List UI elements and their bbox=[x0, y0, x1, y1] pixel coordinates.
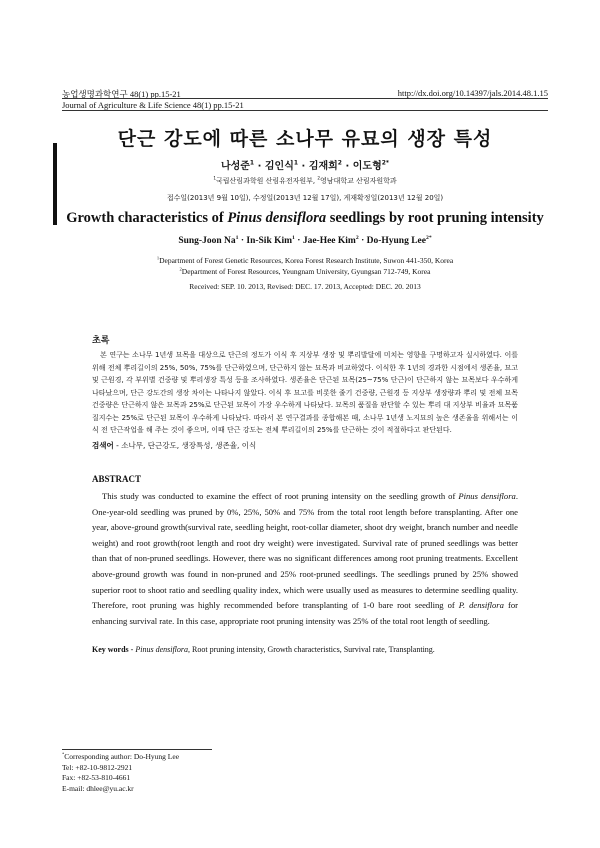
authors-korean bbox=[62, 157, 548, 172]
author-affiliation-mark: 2* bbox=[381, 159, 390, 167]
keywords-text: - 소나무, 단근강도, 생장특성, 생존율, 이식 bbox=[113, 441, 257, 450]
affiliation-text: Department of Forest Genetic Resources, Korea Forest Research Institute, Suwon 441-350, Korea bbox=[159, 256, 454, 265]
keywords-label: Key words bbox=[92, 645, 129, 654]
author-affiliation-mark: 1 bbox=[249, 159, 255, 167]
dates-english: Received: SEP. 10. 2013, Revised: DEC. 17. 2013, Accepted: DEC. 20. 2013 bbox=[189, 282, 421, 291]
fax: Fax: +82-53-810-4661 bbox=[62, 773, 131, 782]
title-text: Growth characteristics of bbox=[66, 210, 228, 226]
footnote-mark: * bbox=[62, 751, 65, 757]
affiliation-mark: 1 bbox=[156, 255, 160, 261]
affiliation-mark: 1 bbox=[213, 175, 217, 181]
keywords-label: 검색어 bbox=[92, 441, 114, 450]
author-name: 나성준 bbox=[220, 161, 250, 172]
title-text: seedlings by root pruning intensity bbox=[326, 210, 544, 226]
author-name: 이도형 bbox=[352, 161, 382, 172]
author-affiliation-mark: 1 bbox=[292, 234, 295, 241]
author-separator: · bbox=[294, 236, 303, 246]
keywords-species: Pinus densiflora bbox=[135, 645, 189, 654]
abstract-english bbox=[92, 489, 518, 629]
author-name: Sung-Joon Na bbox=[178, 236, 236, 246]
journal-name-english: Journal of Agriculture & Life Science 48(1) pp.15-21 bbox=[62, 100, 244, 110]
abstract-species: Pinus densiflora bbox=[458, 491, 516, 501]
author-name: Do-Hyung Lee bbox=[366, 236, 426, 246]
affiliation-text: 영남대학교 산림자원학과 bbox=[320, 177, 397, 185]
author-name: 김재희 bbox=[308, 161, 338, 172]
dates-korean: 접수일(2013년 9월 10일), 수정일(2013년 12월 17일), 게재확정일(2013년 12월 20일) bbox=[166, 194, 444, 202]
footnote-divider bbox=[62, 749, 212, 750]
authors-english bbox=[62, 236, 548, 246]
author-separator: · bbox=[341, 161, 353, 172]
author-affiliation-mark: 1 bbox=[293, 159, 299, 167]
corresponding-author bbox=[62, 752, 179, 763]
abstract-species: P. densiflora bbox=[458, 600, 504, 611]
header-divider-bottom bbox=[62, 110, 548, 111]
keywords-dash: - bbox=[128, 645, 136, 654]
abstract-text: . One-year-old seedling was pruned by 0%, 25%, 50% and 75% from the total root length before transplanting. After one year, above-ground growth(survival rate, seedling height, root-collar diameter, shoot dry weight, branch number and needle weight) and root growth(root length and root dry weight) were investigated. Survival rate of pruned seedlings was better than that of non-pruned seedlings. However, there was no significant differences among root pruning treatments. Excellent above-ground growth was found in non-pruned and 25% root-pruned seedlings. The seedlings pruned by 25% showed superior root to shoot ratio and seedling quality index, which were usually used as measures to determine seedling quality. Therefore, root pruning was highly recommended before transplanting of 1-0 bare root seedling of bbox=[92, 491, 518, 611]
header-divider bbox=[62, 98, 548, 99]
doi-link[interactable]: http://dx.doi.org/10.14397/jals.2014.48.1.15 bbox=[397, 88, 548, 98]
abstract-heading-korean: 초록 bbox=[92, 336, 110, 346]
abstract-korean: 본 연구는 소나무 1년생 묘목을 대상으로 단근의 정도가 이식 후 지상부 생장 및 뿌리발달에 미치는 영향을 구명하고자 실시하였다. 이를 위해 전체 뿌리길이의 25%, 50%, 75%를 단근하였으며, 단근하지 않는 묘목과 비교하였다. 이식한 후 1년의 경과한 시점에서 생존율, 묘고 및 근원경, 각 부위별 건중량 및 뿌리생장 특성 등을 조사하였다. 생존율은 단근된 묘목(25~75% 단근)이 단근하지 않는 묘목보다 우수하게 나타났으며, 단근 강도간의 생장 차이는 나타나지 않았다. 이식 후 묘고를 비롯한 줄기 건중량, 근원경 등 지상부 생장량과 뿌리 및 전체 묘목 건중량은 단근하지 않은 묘목과 25%로 단근된 묘목이 가장 우수하게 나타났다. 묘목의 품질을 판단할 수 있는 뿌리 대 지상부 비율과 묘목품질지수는 25%로 단근된 묘목이 우수하게 나타났다. 따라서 본 연구결과를 종합해본 때, 소나무 1년생 노지묘의 높은 생존율을 위해서는 이식 전 단근작업을 해 주는 것이 좋으며, 이때 단근 강도는 전체 뿌리길이의 25%를 단근하는 것이 적절하다고 판단된다. bbox=[92, 351, 518, 434]
footnote bbox=[62, 752, 179, 794]
affiliation-english-1 bbox=[62, 256, 548, 265]
side-marker-bar bbox=[53, 143, 57, 225]
author-separator: · bbox=[238, 236, 247, 246]
affiliation-mark: 2 bbox=[179, 266, 182, 272]
corresponding-author-text: Corresponding author: Do-Hyung Lee bbox=[64, 752, 180, 761]
author-name: 김인식 bbox=[264, 161, 294, 172]
abstract-text: for enhancing survival rate. In this case, appropriate root pruning intensity was 25% of the total root length of seedling. bbox=[92, 600, 518, 626]
author-separator: · bbox=[358, 236, 367, 246]
keywords-text: , Root pruning intensity, Growth characteristics, Survival rate, Transplanting. bbox=[188, 645, 435, 654]
author-affiliation-mark: 2* bbox=[425, 234, 432, 241]
affiliation-text: 국립산림과학원 산림유전자원부, bbox=[216, 177, 316, 185]
journal-name-korean: 농업생명과학연구 48(1) pp.15-21 bbox=[62, 89, 181, 99]
keywords-english bbox=[92, 645, 518, 654]
abstract-text: This study was conducted to examine the effect of root pruning intensity on the seedling growth of bbox=[102, 491, 459, 501]
affiliation-english-2 bbox=[62, 267, 548, 276]
author-affiliation-mark: 2 bbox=[355, 234, 359, 241]
author-affiliation-mark: 1 bbox=[235, 234, 239, 241]
author-separator: · bbox=[298, 161, 309, 172]
page-title-english bbox=[62, 210, 548, 227]
title-species: Pinus densiflora bbox=[227, 210, 327, 226]
telephone: Tel: +82-10-9812-2921 bbox=[62, 762, 133, 772]
author-separator: · bbox=[254, 161, 265, 172]
affiliation-text: Department of Forest Resources, Yeungnam University, Gyungsan 712-749, Korea bbox=[181, 267, 431, 276]
affiliations-korean bbox=[62, 176, 548, 186]
page-title-korean: 단근 강도에 따른 소나무 유묘의 생장 특성 bbox=[117, 128, 493, 150]
author-name: Jae-Hee Kim bbox=[302, 236, 356, 246]
author-name: In-Sik Kim bbox=[246, 236, 293, 246]
author-affiliation-mark: 2 bbox=[337, 159, 342, 167]
affiliation-mark: 2 bbox=[317, 175, 321, 181]
abstract-heading-english: ABSTRACT bbox=[92, 474, 142, 484]
email[interactable]: E-mail: dhlee@yu.ac.kr bbox=[62, 783, 134, 793]
keywords-korean bbox=[92, 440, 256, 451]
